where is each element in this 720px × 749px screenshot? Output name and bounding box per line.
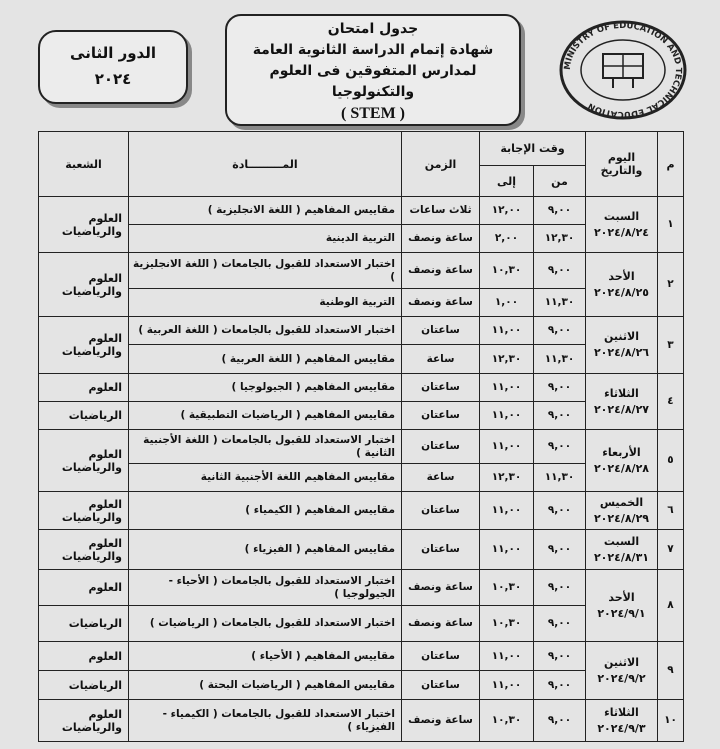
subject-cell: اختبار الاستعداد للقبول بالجامعات ( الأحياء - الجيولوجيا ) [129, 570, 402, 606]
day-name: الاثنين [604, 330, 639, 343]
table-row [39, 197, 684, 225]
duration-cell: ساعة [402, 464, 480, 492]
day-date-cell [586, 430, 658, 492]
time-from: ١١,٣٠ [534, 464, 586, 492]
exam-date: ٢٠٢٤/٨/٢٦ [593, 346, 650, 359]
duration-cell: ساعتان [402, 430, 480, 464]
branch-cell: العلوم والرياضيات [39, 700, 129, 742]
day-name: السبت [603, 534, 640, 548]
exam-date: ٢٠٢٤/٩/٢ [597, 671, 646, 685]
row-number: ٧ [658, 530, 684, 570]
branch-cell: العلوم [39, 570, 129, 606]
time-to: ١٠,٣٠ [480, 606, 534, 642]
time-from: ٩,٠٠ [534, 317, 586, 345]
duration-cell: ساعتان [402, 530, 480, 570]
title-box [225, 14, 521, 126]
day-date-cell [586, 374, 658, 430]
subject-cell: مقاييس المفاهيم ( اللغة الانجليزية ) [129, 197, 402, 225]
day-name: الأحد [608, 590, 635, 604]
subject-cell: مقاييس المفاهيم اللغة الأجنبية الثانية [129, 464, 402, 492]
exam-date: ٢٠٢٤/٩/٣ [597, 721, 646, 735]
header-day-date: اليوم والتاريخ [586, 132, 658, 197]
day-date-cell [586, 700, 658, 742]
schedule-table [38, 131, 684, 742]
branch-cell: العلوم والرياضيات [39, 317, 129, 374]
exam-date: ٢٠٢٤/٨/٢٧ [593, 402, 650, 416]
branch-cell: الرياضيات [39, 402, 129, 430]
row-number: ٤ [658, 374, 684, 430]
table-row [39, 430, 684, 464]
time-from: ٩,٠٠ [534, 700, 586, 742]
day-date-cell [586, 530, 658, 570]
day-date-cell [586, 253, 658, 317]
day-name: الخميس [599, 495, 644, 509]
subject-cell: مقاييس المفاهيم ( الأحياء ) [129, 642, 402, 671]
round-year: ٢٠٢٤ [94, 70, 132, 88]
schedule-body [39, 197, 684, 742]
day-date-cell [586, 570, 658, 642]
exam-date: ٢٠٢٤/٨/٢٤ [593, 225, 650, 239]
time-from: ٩,٠٠ [534, 642, 586, 671]
duration-cell: ثلاث ساعات [402, 197, 480, 225]
time-from: ٩,٠٠ [534, 492, 586, 530]
time-from: ٩,٠٠ [534, 671, 586, 700]
round-box [38, 30, 188, 104]
time-from: ١١,٣٠ [534, 289, 586, 317]
row-number: ٥ [658, 430, 684, 492]
day-date-cell [586, 642, 658, 700]
subject-cell: مقاييس المفاهيم ( الرياضيات البحتة ) [129, 671, 402, 700]
time-to: ١١,٠٠ [480, 402, 534, 430]
day-date-cell [586, 317, 658, 374]
time-from: ٩,٠٠ [534, 430, 586, 464]
duration-cell: ساعة ونصف [402, 570, 480, 606]
time-to: ١١,٠٠ [480, 671, 534, 700]
table-row [39, 374, 684, 402]
header-num: م [658, 132, 684, 197]
title-line: جدول امتحان [327, 21, 419, 37]
duration-cell: ساعتان [402, 492, 480, 530]
subject-cell: مقاييس المفاهيم ( الفيزياء ) [129, 530, 402, 570]
subject-cell: اختبار الاستعداد للقبول بالجامعات ( الرياضيات ) [129, 606, 402, 642]
exam-date: ٢٠٢٤/٨/٢٩ [593, 511, 650, 525]
branch-cell: العلوم والرياضيات [39, 253, 129, 317]
row-number: ٢ [658, 253, 684, 317]
header-answer-time: وقت الإجابة [480, 132, 586, 166]
day-date-cell [586, 492, 658, 530]
time-to: ١١,٠٠ [480, 642, 534, 671]
time-to: ١٢,٠٠ [480, 197, 534, 225]
row-number: ١ [658, 197, 684, 253]
header-to: إلى [480, 166, 534, 197]
time-to: ١١,٠٠ [480, 430, 534, 464]
day-name: الأربعاء [602, 445, 641, 459]
subject-cell: مقاييس المفاهيم ( اللغة العربية ) [129, 345, 402, 374]
exam-date: ٢٠٢٤/٩/١ [597, 606, 646, 620]
seal-text: MINISTRY OF EDUCATION AND TECHNICAL EDUCATION [562, 20, 684, 120]
subject-cell: اختبار الاستعداد للقبول بالجامعات ( الكيمياء - الفيزياء ) [129, 700, 402, 742]
header-subject: المـــــــــادة [129, 132, 402, 197]
round-label: الدور الثانى [70, 44, 156, 62]
subject-cell: مقاييس المفاهيم ( الجيولوجيا ) [129, 374, 402, 402]
day-name: الثلاثاء [604, 386, 639, 400]
branch-cell: العلوم [39, 374, 129, 402]
day-date-cell [586, 197, 658, 253]
time-to: ١١,٠٠ [480, 317, 534, 345]
header-from: من [534, 166, 586, 197]
time-to: ١٠,٣٠ [480, 253, 534, 289]
subject-cell: مقاييس المفاهيم ( الكيمياء ) [129, 492, 402, 530]
time-from: ٩,٠٠ [534, 197, 586, 225]
branch-cell: العلوم والرياضيات [39, 430, 129, 492]
day-name: الاثنين [604, 655, 639, 669]
branch-cell: العلوم والرياضيات [39, 530, 129, 570]
time-to: ١١,٠٠ [480, 530, 534, 570]
time-from: ٩,٠٠ [534, 253, 586, 289]
duration-cell: ساعة [402, 345, 480, 374]
branch-cell: العلوم [39, 642, 129, 671]
subject-cell: اختبار الاستعداد للقبول بالجامعات ( اللغة العربية ) [129, 317, 402, 345]
time-to: ١١,٠٠ [480, 492, 534, 530]
subject-cell: التربية الدينية [129, 225, 402, 253]
time-from: ٩,٠٠ [534, 570, 586, 606]
day-name: السبت [603, 209, 640, 223]
branch-cell: الرياضيات [39, 671, 129, 700]
subject-cell: التربية الوطنية [129, 289, 402, 317]
title-line: لمدارس المتفوقين فى العلوم والتكنولوجيا [269, 63, 477, 100]
table-row [39, 530, 684, 570]
day-name: الأحد [608, 269, 635, 283]
duration-cell: ساعة ونصف [402, 253, 480, 289]
duration-cell: ساعة ونصف [402, 289, 480, 317]
header-branch: الشعبة [39, 132, 129, 197]
table-row [39, 492, 684, 530]
time-from: ٩,٠٠ [534, 402, 586, 430]
title-line: شهادة إتمام الدراسة الثانوية العامة [252, 42, 494, 58]
duration-cell: ساعة ونصف [402, 700, 480, 742]
ministry-seal [556, 18, 690, 122]
subject-cell: مقاييس المفاهيم ( الرياضيات التطبيقية ) [129, 402, 402, 430]
time-from: ٩,٠٠ [534, 530, 586, 570]
row-number: ١٠ [658, 700, 684, 742]
time-from: ١٢,٣٠ [534, 225, 586, 253]
branch-cell: العلوم والرياضيات [39, 492, 129, 530]
table-row [39, 570, 684, 606]
time-to: ١١,٠٠ [480, 374, 534, 402]
subject-cell: اختبار الاستعداد للقبول بالجامعات ( اللغة الأجنبية الثانية ) [129, 430, 402, 464]
time-to: ١٢,٣٠ [480, 345, 534, 374]
duration-cell: ساعتان [402, 374, 480, 402]
duration-cell: ساعتان [402, 671, 480, 700]
row-number: ٣ [658, 317, 684, 374]
header-duration: الزمن [402, 132, 480, 197]
table-row [39, 317, 684, 345]
time-to: ١٠,٣٠ [480, 700, 534, 742]
time-to: ١,٠٠ [480, 289, 534, 317]
time-to: ١٠,٣٠ [480, 570, 534, 606]
row-number: ٦ [658, 492, 684, 530]
subject-cell: اختبار الاستعداد للقبول بالجامعات ( اللغة الانجليزية ) [129, 253, 402, 289]
duration-cell: ساعتان [402, 642, 480, 671]
duration-cell: ساعة ونصف [402, 606, 480, 642]
time-from: ١١,٣٠ [534, 345, 586, 374]
row-number: ٨ [658, 570, 684, 642]
duration-cell: ساعتان [402, 402, 480, 430]
exam-date: ٢٠٢٤/٨/٢٨ [593, 461, 650, 475]
branch-cell: العلوم والرياضيات [39, 197, 129, 253]
time-from: ٩,٠٠ [534, 374, 586, 402]
table-row [39, 700, 684, 742]
time-to: ١٢,٣٠ [480, 464, 534, 492]
row-number: ٩ [658, 642, 684, 700]
time-to: ٢,٠٠ [480, 225, 534, 253]
table-row [39, 253, 684, 289]
duration-cell: ساعتان [402, 317, 480, 345]
exam-date: ٢٠٢٤/٨/٣١ [593, 550, 650, 564]
duration-cell: ساعة ونصف [402, 225, 480, 253]
ministry-seal-icon [556, 18, 690, 122]
day-name: الثلاثاء [604, 705, 639, 719]
title-line: ( STEM ) [341, 105, 405, 122]
time-from: ٩,٠٠ [534, 606, 586, 642]
table-row [39, 642, 684, 671]
branch-cell: الرياضيات [39, 606, 129, 642]
exam-date: ٢٠٢٤/٨/٢٥ [593, 285, 650, 299]
